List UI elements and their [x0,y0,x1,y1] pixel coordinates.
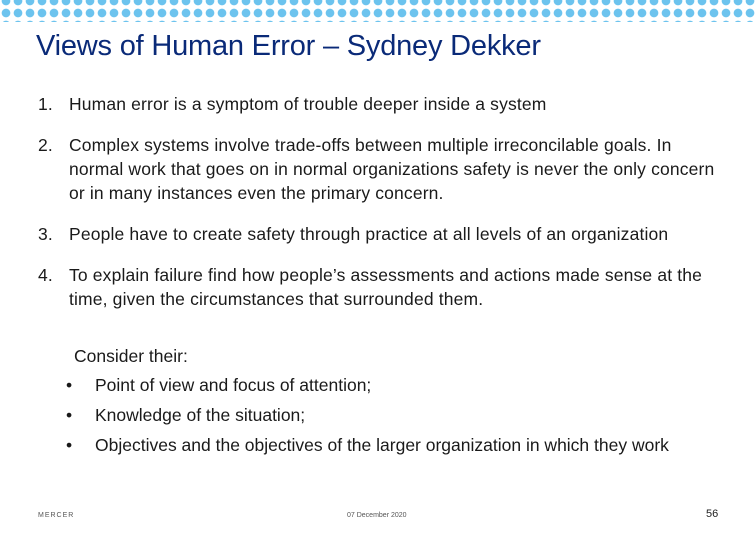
footer-brand: MERCER [38,512,75,519]
list-item-text: To explain failure find how people’s assessments and actions made sense at the time, given the circumstances that surrounded them. [69,265,703,309]
slide-title: Views of Human Error – Sydney Dekker [36,30,541,62]
bullet-item [62,403,702,427]
list-item [38,222,728,246]
list-item-text: Human error is a symptom of trouble deeper inside a system [69,94,547,114]
list-item [38,263,728,311]
bullet-text: Knowledge of the situation; [95,405,306,425]
list-item-number: 3. [38,224,53,244]
list-item-text: Complex systems involve trade-offs between multiple irreconcilable goals. In normal work that goes on in normal organizations safety is never the only concern or in many instances even the primary concern. [69,135,715,203]
bullet-item [62,373,702,397]
top-dot-pattern [0,0,756,22]
bullet-item [62,433,702,457]
bullet-icon: • [66,405,73,425]
page-number: 56 [706,508,719,520]
list-item-number: 4. [38,265,53,285]
list-item [38,92,728,116]
list-item [38,133,728,205]
numbered-list [38,92,728,311]
bullet-icon: • [66,435,73,455]
list-item-number: 2. [38,135,53,155]
bullet-text: Point of view and focus of attention; [95,375,372,395]
list-item-number: 1. [38,94,53,114]
bullet-text: Objectives and the objectives of the larger organization in which they work [95,435,669,455]
bullet-icon: • [66,375,73,395]
footer-date: 07 December 2020 [347,512,407,519]
bullet-list [62,373,702,463]
list-item-text: People have to create safety through practice at all levels of an organization [69,224,669,244]
consider-label: Consider their: [74,346,188,366]
